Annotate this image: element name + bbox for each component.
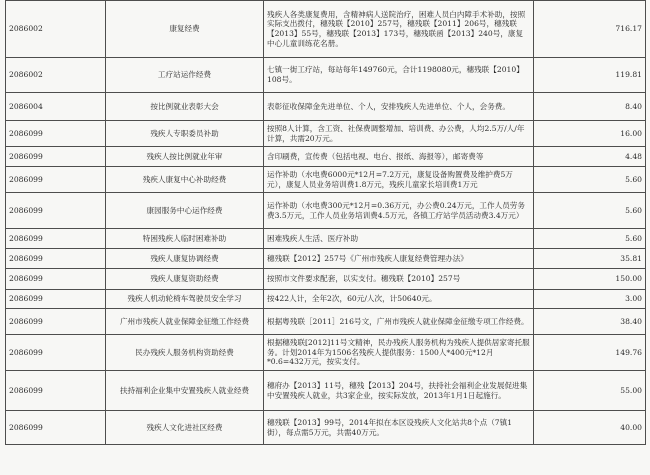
- description-cell: 按照市文件要求配套，以实支付。穗残联【2010】257号: [264, 269, 534, 290]
- item-name-cell: 残疾人机动轮椅车驾驶员安全学习: [106, 290, 264, 309]
- subject-code-cell: 2086099: [6, 249, 106, 269]
- item-name-cell: 按比例就业表彰大会: [106, 93, 264, 121]
- item-name-cell: 民办残疾人服务机构资助经费: [106, 335, 264, 371]
- item-name-cell: 残疾人康复协调经费: [106, 249, 264, 269]
- subject-code-cell: 2086099: [6, 167, 106, 193]
- item-name-cell: 广州市残疾人就业保障金征缴工作经费: [106, 309, 264, 335]
- description-cell: 按422人计，全年2次，60元/人次，计50640元。: [264, 290, 534, 309]
- table-row: [6, 229, 646, 249]
- table-row: [6, 269, 646, 290]
- table-row: [6, 167, 646, 193]
- subject-code-cell: 2086099: [6, 121, 106, 147]
- item-name-cell: 扶持福利企业集中安置残疾人就业经费: [106, 371, 264, 411]
- item-name-cell: 工疗站运作经费: [106, 58, 264, 93]
- description-cell: 困难残疾人生活、医疗补助: [264, 229, 534, 249]
- table-row: [6, 193, 646, 229]
- table-row: [6, 249, 646, 269]
- item-name-cell: 康复经费: [106, 1, 264, 58]
- table-row: [6, 335, 646, 371]
- description-cell: 穗残联【2012】257号《广州市残疾人康复经费管理办法》: [264, 249, 534, 269]
- table-row: [6, 121, 646, 147]
- description-cell: 含印刷费，宣传费（包括电视、电台、报纸、海报等），邮寄费等: [264, 147, 534, 167]
- item-name-cell: 康园服务中心运作经费: [106, 193, 264, 229]
- amount-cell: 3.00: [534, 290, 646, 309]
- table-row: [6, 411, 646, 445]
- amount-cell: 40.00: [534, 411, 646, 445]
- table-row: [6, 93, 646, 121]
- description-cell: 表彰征收保障金先进单位、个人，安排残疾人先进单位、个人，会务费。: [264, 93, 534, 121]
- description-cell: 按照8人计算，含工资、社保费调整增加、培训费、办公费，人均2.5万/人/年计算，共需20万元。: [264, 121, 534, 147]
- subject-code-cell: 2086099: [6, 147, 106, 167]
- table-row: [6, 309, 646, 335]
- amount-cell: 149.76: [534, 335, 646, 371]
- subject-code-cell: 2086099: [6, 193, 106, 229]
- item-name-cell: 残疾人按比例就业年审: [106, 147, 264, 167]
- subject-code-cell: 2086004: [6, 93, 106, 121]
- subject-code-cell: 2086099: [6, 269, 106, 290]
- subject-code-cell: 2086099: [6, 229, 106, 249]
- amount-cell: 4.48: [534, 147, 646, 167]
- subject-code-cell: 2086099: [6, 335, 106, 371]
- description-cell: 根据粤残联［2011］216号文，广州市残疾人就业保障金征缴专项工作经费。: [264, 309, 534, 335]
- description-cell: 残疾人各类康复费用，含精神病人送院治疗，困难人员白内障手术补助，按照实际支出拨付，穗残联【2010】257号，穗残联【2011】206号，穗残联【2013】55号，穗残联【2013】173号，穗残联函【2013】240号，康复中心儿童训练花名册。: [264, 1, 534, 58]
- description-cell: 根据穗残联[2012]11号文精神，民办残疾人服务机构为残疾人提供居家寄托服务。计划2014年为1506名残疾人提供服务：1500人*400元*12月*0.6=432万元，按实支付。: [264, 335, 534, 371]
- item-name-cell: 残疾人康复中心补助经费: [106, 167, 264, 193]
- description-cell: 穗残联【2013】99号，2014年拟在本区设残疾人文化站共8个点（7镇1街），每点需5万元，共需40万元。: [264, 411, 534, 445]
- description-cell: 运作补助（水电费300元*12月=0.36万元，办公费0.24万元，工作人员劳务费3.5万元，工作人员业务培训费4.5万元，各镇工疗站学员活动费3.4万元）: [264, 193, 534, 229]
- item-name-cell: 残疾人专职委员补助: [106, 121, 264, 147]
- subject-code-cell: 2086099: [6, 411, 106, 445]
- subject-code-cell: 2086002: [6, 58, 106, 93]
- description-cell: 运作补助（水电费6000元*12月=7.2万元，康复设备购置费及维护费5万元），康复人员业务培训费1.8万元，残疾儿童家长培训费1万元: [264, 167, 534, 193]
- amount-cell: 35.81: [534, 249, 646, 269]
- subject-code-cell: 2086099: [6, 371, 106, 411]
- subject-code-cell: 2086099: [6, 290, 106, 309]
- subject-code-cell: 2086002: [6, 1, 106, 58]
- amount-cell: 5.60: [534, 167, 646, 193]
- amount-cell: 16.00: [534, 121, 646, 147]
- amount-cell: 119.81: [534, 58, 646, 93]
- item-name-cell: 残疾人康复资助经费: [106, 269, 264, 290]
- table-row: [6, 1, 646, 58]
- table-row: [6, 371, 646, 411]
- item-name-cell: 特困残疾人临时困难补助: [106, 229, 264, 249]
- amount-cell: 150.00: [534, 269, 646, 290]
- table-row: [6, 58, 646, 93]
- description-cell: 穗府办【2013】11号，穗残【2013】204号，扶持社会福利企业发展促进集中安置残疾人就业，共3家企业，按实际发放，2013年1月1日起施行。: [264, 371, 534, 411]
- subject-code-cell: 2086099: [6, 309, 106, 335]
- amount-cell: 38.40: [534, 309, 646, 335]
- amount-cell: 5.60: [534, 229, 646, 249]
- amount-cell: 55.00: [534, 371, 646, 411]
- item-name-cell: 残疾人文化进社区经费: [106, 411, 264, 445]
- amount-cell: 8.40: [534, 93, 646, 121]
- amount-cell: 5.60: [534, 193, 646, 229]
- table-row: [6, 147, 646, 167]
- amount-cell: 716.17: [534, 1, 646, 58]
- table-row: [6, 290, 646, 309]
- description-cell: 七镇一街工疗站，每站每年149760元，合计1198080元，穗残联【2010】108号。: [264, 58, 534, 93]
- budget-table: [5, 0, 646, 445]
